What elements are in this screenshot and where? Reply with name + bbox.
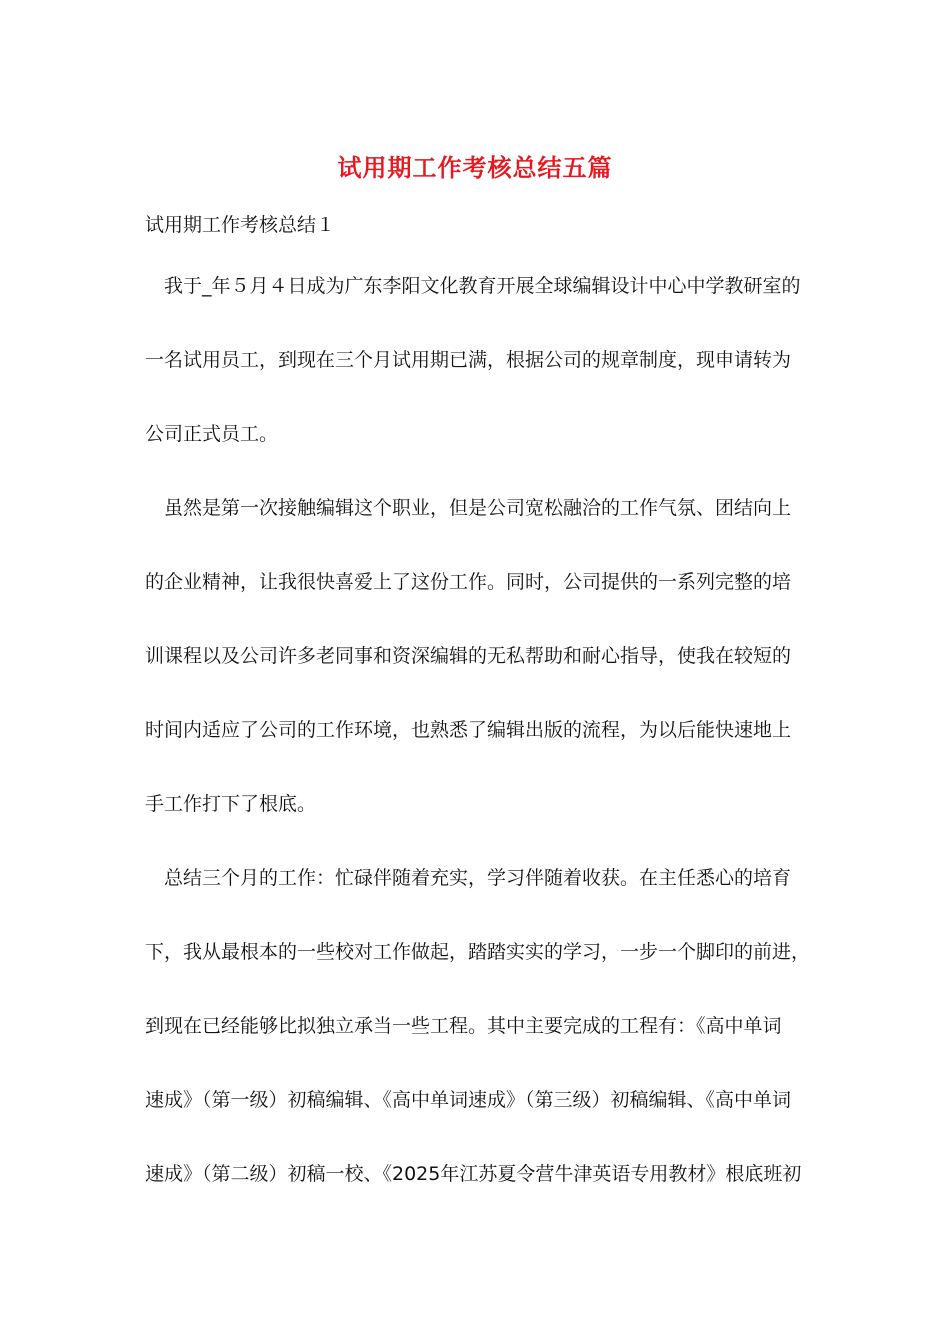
section-heading: 试用期工作考核总结１ bbox=[145, 214, 336, 236]
paragraph-line: 总结三个月的工作：忙碌伴随着充实，学习伴随着收获。在主任悉心的培育 bbox=[164, 867, 792, 889]
paragraph-line: 训课程以及公司许多老同事和资深编辑的无私帮助和耐心指导，使我在较短的 bbox=[145, 645, 792, 667]
paragraph-line: 一名试用员工，到现在三个月试用期已满，根据公司的规章制度，现申请转为 bbox=[145, 349, 792, 371]
paragraph-line: 速成》（第二级）初稿一校、《2025年江苏夏令营牛津英语专用教材》根底班初 bbox=[145, 1163, 802, 1185]
paragraph-line: 下，我从最根本的一些校对工作做起，踏踏实实的学习，一步一个脚印的前进， bbox=[145, 941, 811, 963]
paragraph-line: 的企业精神，让我很快喜爱上了这份工作。同时，公司提供的一系列完整的培 bbox=[145, 571, 792, 593]
paragraph-line: 手工作打下了根底。 bbox=[145, 793, 317, 815]
paragraph-line: 速成》（第一级）初稿编辑、《高中单词速成》（第三级）初稿编辑、《高中单词 bbox=[145, 1089, 792, 1111]
paragraph-line: 公司正式员工。 bbox=[145, 423, 279, 445]
paragraph-line: 我于_年５月４日成为广东李阳文化教育开展全球编辑设计中心中学教研室的 bbox=[164, 275, 801, 297]
body-text bbox=[145, 269, 810, 1231]
document-title: 试用期工作考核总结五篇 bbox=[337, 153, 613, 182]
paragraph-line: 虽然是第一次接触编辑这个职业，但是公司宽松融洽的工作气氛、团结向上 bbox=[164, 497, 792, 519]
paragraph-line: 时间内适应了公司的工作环境，也熟悉了编辑出版的流程，为以后能快速地上 bbox=[145, 719, 792, 741]
paragraph-line: 到现在已经能够比拟独立承当一些工程。其中主要完成的工程有：《高中单词 bbox=[145, 1015, 782, 1037]
